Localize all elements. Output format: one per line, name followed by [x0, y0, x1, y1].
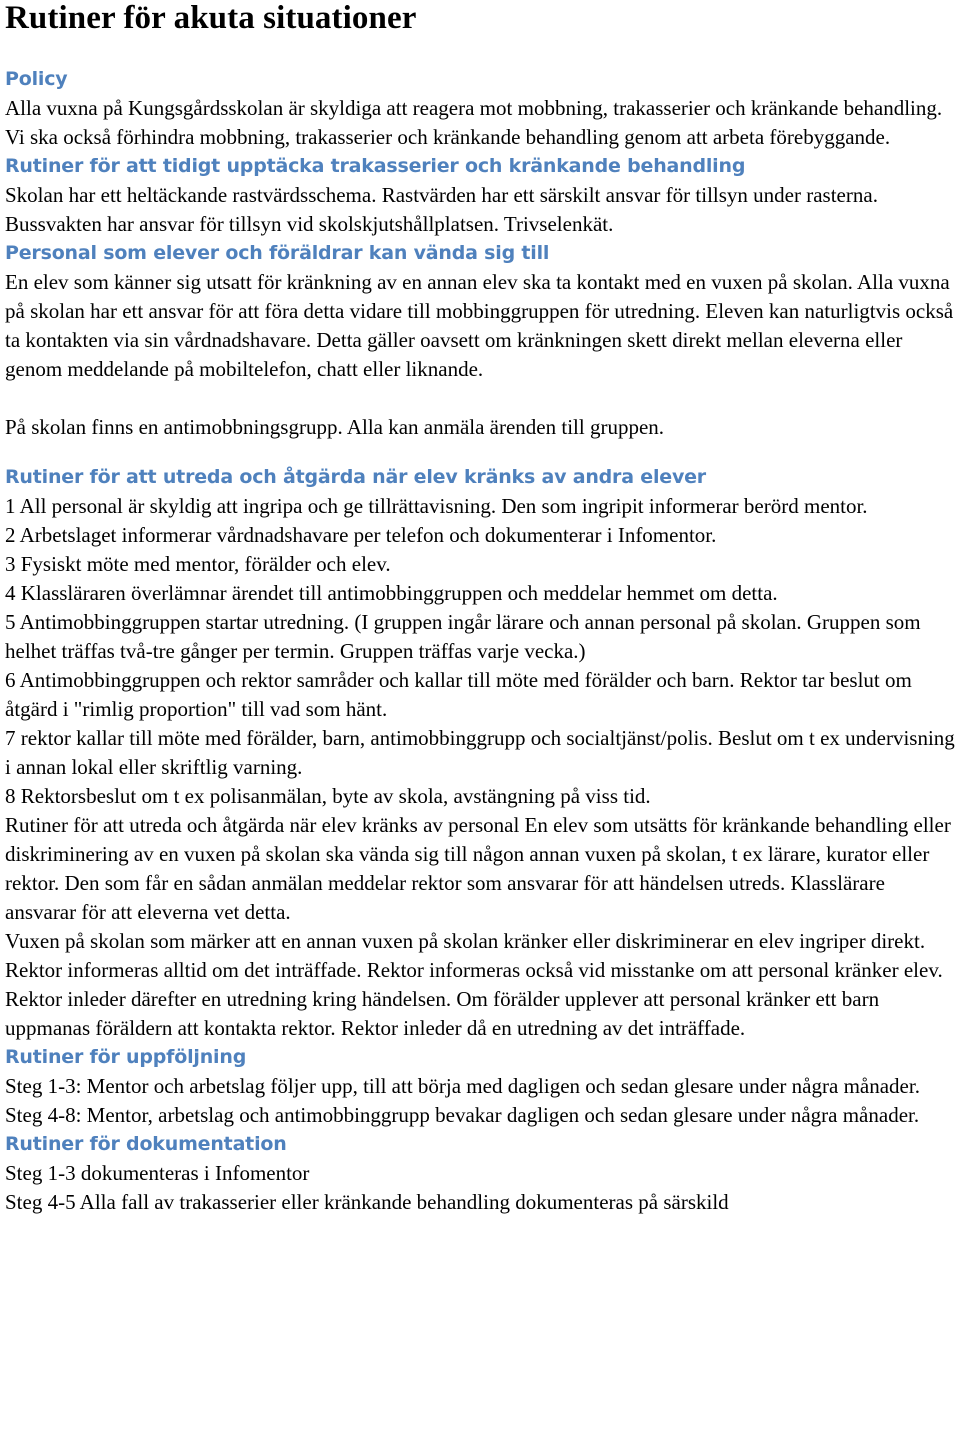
adult-intervention-text: Vuxen på skolan som märker att en annan vuxen på skolan kränker eller diskriminerar en elev ingriper direkt. Rektor informeras alltid om det inträffade. Rektor informeras också vid misstanke om att personal kränker elev. Rektor inleder därefter en utredning kring händelsen. Om förälder upplever att personal kränker ett barn uppmanas föräldern att kontakta rektor. Rektor inleder då en utredning av det inträffade. [5, 929, 943, 1040]
staff-violation-text: Rutiner för att utreda och åtgärda när elev kränks av personal En elev som utsätts för kränkande behandling eller diskriminering av en vuxen på skolan ska vända sig till någon annan vuxen på skolan, t ex lärare, kurator eller rektor. Den som får en sådan anmälan meddelar rektor som ansvarar för att händelsen utreds. Klasslärare ansvarar för att eleverna vet detta. [5, 813, 951, 924]
contacts-text-2: På skolan finns en antimobbningsgrupp. Alla kan anmäla ärenden till gruppen. [5, 415, 665, 439]
investigate-heading: Rutiner för att utreda och åtgärda när elev kränks av andra elever [5, 466, 706, 488]
investigate-step: 3 Fysiskt möte med mentor, förälder och elev. [5, 552, 391, 576]
investigate-step: 8 Rektorsbeslut om t ex polisanmälan, byte av skola, avstängning på viss tid. [5, 784, 651, 808]
early-detection-heading: Rutiner för att tidigt upptäcka trakasserier och kränkande behandling [5, 155, 746, 177]
investigate-step: 2 Arbetslaget informerar vårdnadshavare per telefon och dokumenterar i Infomentor. [5, 523, 717, 547]
investigate-step: 1 All personal är skyldig att ingripa och ge tillrättavisning. Den som ingripit informerar berörd mentor. [5, 494, 868, 518]
investigate-step: 4 Klassläraren överlämnar ärendet till antimobbinggruppen och meddelar hemmet om detta. [5, 581, 778, 605]
policy-heading: Policy [5, 68, 68, 90]
documentation-heading: Rutiner för dokumentation [5, 1133, 287, 1155]
investigate-step: 7 rektor kallar till möte med förälder, barn, antimobbinggrupp och socialtjänst/polis. Beslut om t ex undervisning i annan lokal eller skriftlig varning. [5, 726, 955, 779]
page-title: Rutiner för akuta situationer [5, 0, 417, 36]
policy-text: Alla vuxna på Kungsgårdsskolan är skyldiga att reagera mot mobbning, trakasserier och kränkande behandling. Vi ska också förhindra mobbning, trakasserier och kränkande behandling genom att arbeta förebyggande. [5, 96, 943, 149]
documentation-item: Steg 4-5 Alla fall av trakasserier eller kränkande behandling dokumenteras på särskild [5, 1190, 729, 1214]
investigate-step: 6 Antimobbinggruppen och rektor samråder och kallar till möte med förälder och barn. Rektor tar beslut om åtgärd i "rimlig proportion" till vad som hänt. [5, 668, 912, 721]
followup-item: Steg 1-3: Mentor och arbetslag följer upp, till att börja med dagligen och sedan glesare under några månader. [5, 1074, 920, 1098]
document-page [5, 0, 957, 1217]
contacts-heading: Personal som elever och föräldrar kan vända sig till [5, 242, 550, 264]
investigate-step: 5 Antimobbinggruppen startar utredning. (I gruppen ingår lärare och annan personal på skolan. Gruppen som helhet träffas två-tre gånger per termin. Gruppen träffas varje vecka.) [5, 610, 921, 663]
early-detection-text: Skolan har ett heltäckande rastvärdsschema. Rastvärden har ett särskilt ansvar för tillsyn under rasterna. Bussvakten har ansvar för tillsyn vid skolskjutshållplatsen. Trivselenkät. [5, 183, 878, 236]
documentation-item: Steg 1-3 dokumenteras i Infomentor [5, 1161, 310, 1185]
followup-heading: Rutiner för uppföljning [5, 1046, 247, 1068]
followup-item: Steg 4-8: Mentor, arbetslag och antimobbinggrupp bevakar dagligen och sedan glesare under några månader. [5, 1103, 920, 1127]
contacts-text: En elev som känner sig utsatt för kränkning av en annan elev ska ta kontakt med en vuxen på skolan. Alla vuxna på skolan har ett ansvar för att föra detta vidare till mobbinggruppen för utredning. Eleven kan naturligtvis också ta kontakten via sin vårdnadshavare. Detta gäller oavsett om kränkningen skett direkt mellan eleverna eller genom meddelande på mobiltelefon, chatt eller liknande. [5, 270, 954, 381]
